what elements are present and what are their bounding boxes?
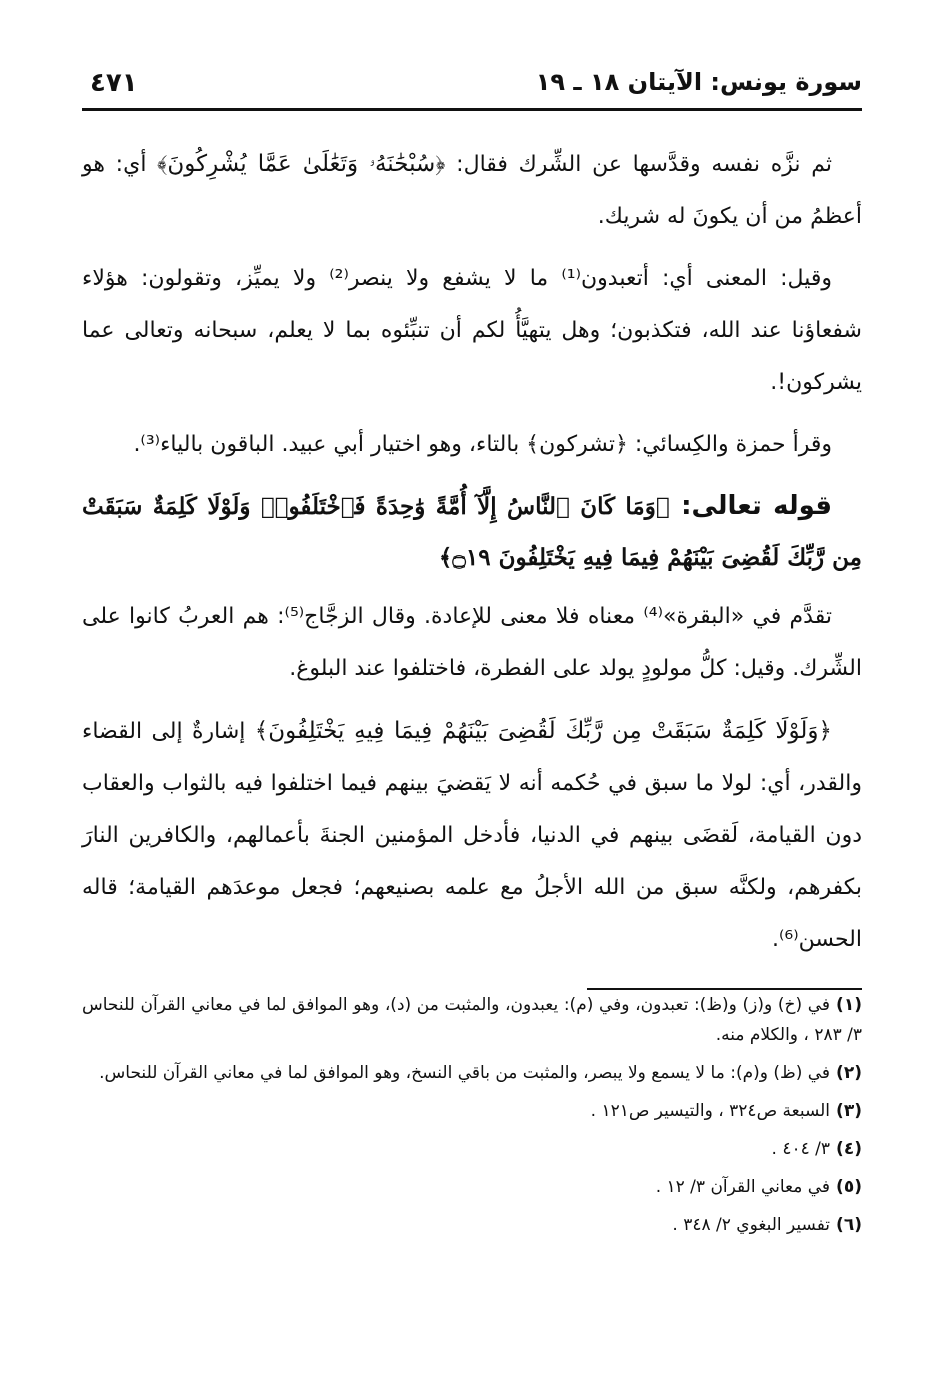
paragraph-text: إشارةٌ إلى القضاء والقدر، أي: لولا ما سبق في حُكمه أنه لا يَقضيَ بينهم فيما اختلفوا فيه بالثواب والعقاب دون القيامة، لَقضَى بينهم في الدنيا، فأدخل المؤمنين الجنةَ بأعمالهم، والكافرين النارَ بكفرهم، ولكنَّه سبق من الله الأجلُ مع علمه بصنيعهم؛ فجعل موعدَهم القيامة؛ قاله الحسن⁽⁶⁾. [82, 719, 862, 952]
paragraph: وقرأ حمزة والكِسائي: ﴿تشركون﴾ بالتاء، وهو اختيار أبي عبيد. الباقون بالياء⁽³⁾. [133, 432, 832, 457]
quran-quote: ﴿وَلَوْلَا كَلِمَةٌ سَبَقَتْ مِن رَّبِّكَ لَقُضِىَ بَيْنَهُمْ فِيمَا فِيهِ يَخْتَلِفُونَ﴾ [254, 718, 832, 744]
paragraph [82, 138, 862, 243]
paragraph: وقيل: المعنى أي: أتعبدون⁽¹⁾ ما لا يشفع ولا ينصر⁽²⁾ ولا يميِّز، وتقولون: هؤلاء شفعاؤنا عند الله، فتكذبون؛ وهل يتهيَّأُ لكم أن تنبِّئوه بما لا يعلم، سبحانه وتعالى عما يشركون!. [82, 266, 862, 395]
footnote-label: (٤) [836, 1139, 862, 1159]
footnote [82, 1210, 862, 1240]
footnote-text: في معاني القرآن ٣/ ١٢ . [655, 1177, 831, 1197]
paragraph-text: ثم نزَّه نفسه وقدَّسها عن الشِّرك فقال: [445, 152, 833, 177]
footnote-label: (٣) [836, 1101, 862, 1121]
footnote-label: (١) [836, 995, 862, 1015]
footnote [82, 1134, 862, 1164]
footnote-text: السبعة ص٣٢٤ ، والتيسير ص١٢١ . [590, 1101, 831, 1121]
paragraph: تقدَّم في «البقرة»⁽⁴⁾ معناه فلا معنى للإعادة. وقال الزجَّاج⁽⁵⁾: هم العربُ كانوا على الشِّرك. وقيل: كلُّ مولودٍ يولد على الفطرة، فاختلفوا عند البلوغ. [82, 604, 862, 681]
footnote-text: تفسير البغوي ٢/ ٣٤٨ . [672, 1215, 831, 1235]
page-header [82, 62, 862, 111]
footnote-text: ٣/ ٤٠٤ . [771, 1139, 831, 1159]
verse-heading [82, 481, 862, 583]
paragraph [82, 705, 862, 966]
main-text [82, 138, 862, 976]
footnote [82, 1172, 862, 1202]
page-number: ٤٧١ [90, 68, 138, 98]
footnote-label: (٢) [836, 1063, 862, 1083]
footnote [82, 1096, 862, 1126]
footnote-label: (٦) [836, 1215, 862, 1235]
footnotes [82, 990, 862, 1248]
verse-lead: قوله تعالى: [669, 491, 832, 521]
footnote-label: (٥) [836, 1177, 862, 1197]
footnote [82, 990, 862, 1050]
footnote [82, 1058, 862, 1088]
running-title: سورة يونس: الآيتان ١٨ ـ ١٩ [535, 68, 862, 96]
paragraph-text: أي: هو أعظمُ من أن يكونَ له شريك. [82, 152, 862, 229]
footnote-text: في (ظ) و(م): ما لا يسمع ولا يبصر، والمثبت من باقي النسخ، وهو الموافق لما في معاني القرآن للنحاس. [99, 1063, 831, 1083]
quran-quote: ﴿سُبْحَٰنَهُۥ وَتَعَٰلَىٰ عَمَّا يُشْرِكُونَ﴾ [157, 151, 446, 177]
footnote-text: في (خ) و(ز) و(ظ): تعبدون، وفي (م): يعبدون، والمثبت من (د)، وهو الموافق لما في معاني القرآن للنحاس ٣/ ٢٨٣ ، والكلام منه. [82, 995, 862, 1045]
verse-text: ﴿وَمَا كَانَ ٱلنَّاسُ إِلَّآ أُمَّةً وَٰحِدَةً فَٱخْتَلَفُوا۟ وَلَوْلَا كَلِمَةٌ سَبَقَتْ مِن رَّبِّكَ لَقُضِىَ بَيْنَهُمْ فِيمَا فِيهِ يَخْتَلِفُونَ ۝١٩﴾ [82, 493, 862, 571]
